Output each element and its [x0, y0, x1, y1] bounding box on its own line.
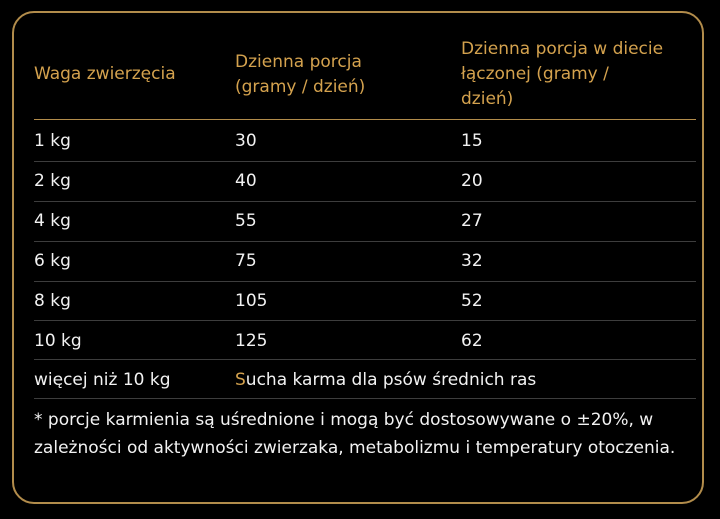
weight-cell: 1 kg	[34, 131, 71, 151]
daily-portion-cell: 30	[235, 131, 257, 151]
row-divider	[34, 281, 696, 282]
mixed-portion-cell: 15	[461, 131, 483, 151]
recommendation-cell	[235, 369, 536, 391]
row-divider	[34, 398, 696, 399]
mixed-portion-cell: 32	[461, 251, 483, 271]
mixed-portion-cell: 27	[461, 211, 483, 231]
header-weight: Waga zwierzęcia	[34, 64, 176, 84]
mixed-portion-cell: 20	[461, 171, 483, 191]
header-mixed-diet-portion: Dzienna porcja w diecie łączonej (gramy / dzień)	[461, 39, 664, 109]
row-divider	[34, 161, 696, 162]
header-daily-portion: Dzienna porcja (gramy / dzień)	[235, 52, 366, 97]
weight-cell: więcej niż 10 kg	[34, 370, 171, 390]
weight-cell: 6 kg	[34, 251, 71, 271]
row-divider	[34, 241, 696, 242]
daily-portion-cell: 75	[235, 251, 257, 271]
feeding-table-card	[12, 11, 704, 504]
row-divider	[34, 359, 696, 360]
daily-portion-cell: 105	[235, 291, 268, 311]
footnote: * porcje karmienia są uśrednione i mogą być dostosowywane o ±20%, w zależności od aktywności zwierzaka, metabolizmu i temperatury otoczenia.	[34, 410, 676, 458]
header-divider	[34, 119, 696, 120]
daily-portion-cell: 40	[235, 171, 257, 191]
mixed-portion-cell: 62	[461, 331, 483, 351]
mixed-portion-cell: 52	[461, 291, 483, 311]
recommendation-initial: S	[235, 370, 246, 390]
weight-cell: 10 kg	[34, 331, 82, 351]
recommendation-text: ucha karma dla psów średnich ras	[245, 370, 537, 390]
row-divider	[34, 320, 696, 321]
daily-portion-cell: 125	[235, 331, 268, 351]
weight-cell: 8 kg	[34, 291, 71, 311]
daily-portion-cell: 55	[235, 211, 257, 231]
weight-cell: 2 kg	[34, 171, 71, 191]
weight-cell: 4 kg	[34, 211, 71, 231]
row-divider	[34, 201, 696, 202]
